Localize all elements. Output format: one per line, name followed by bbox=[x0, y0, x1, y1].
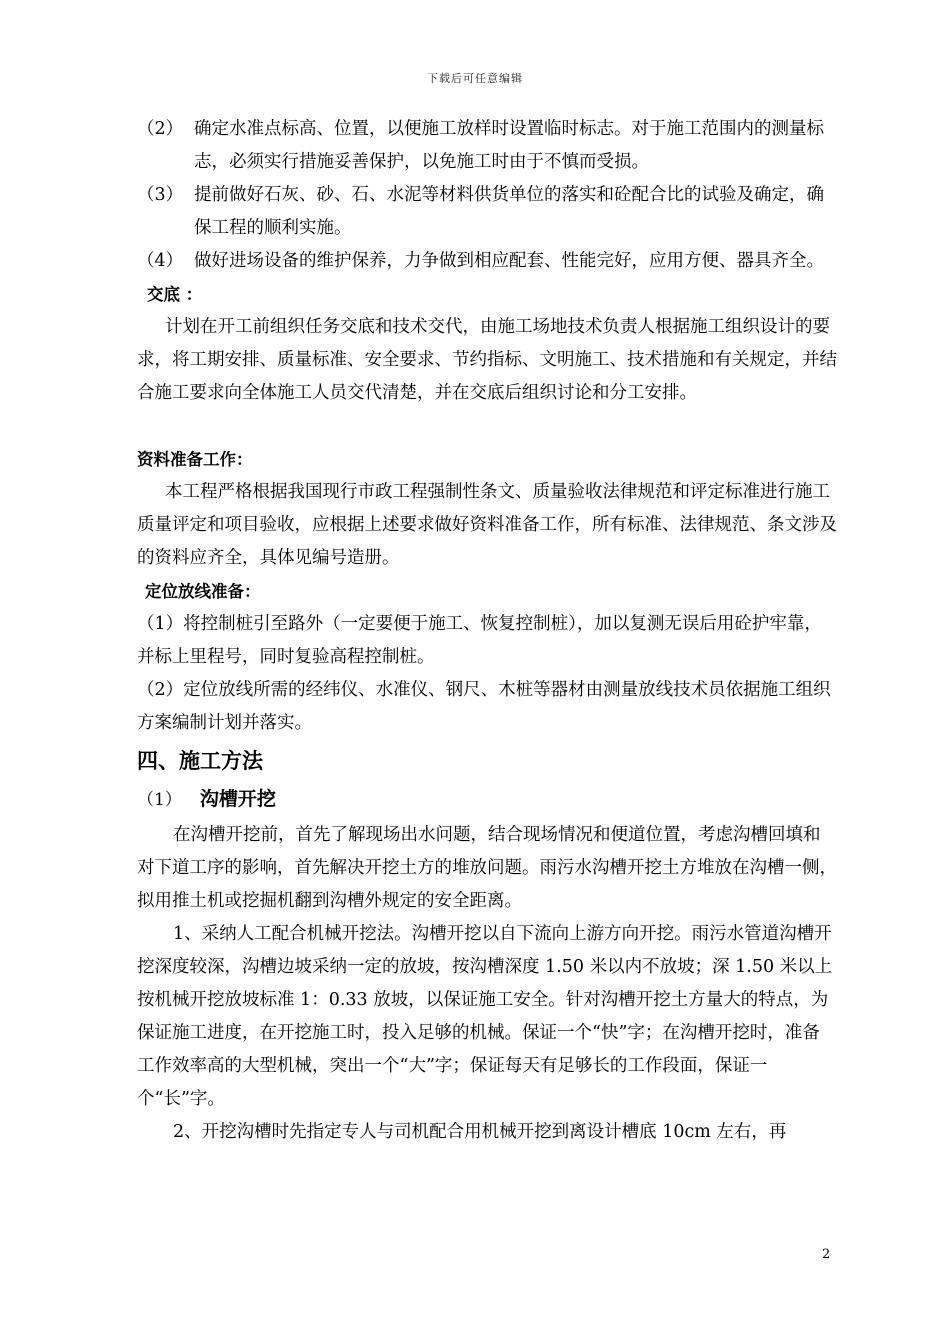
list-text: 做好进场设备的维护保养，力争做到相应配套、性能完好，应用方便、器具齐全。 bbox=[194, 251, 824, 271]
paragraph-2: 1、采纳人工配合机械开挖法。沟槽开挖以自下流向上游方向开挖。雨污水管道沟槽开挖深度较深，沟槽边坡采纳一定的放坡，按沟槽深度 1.50 米以内不放坡；深 1.50 米以上按机械开挖放坡标准 1：0.33 放坡，以保证施工安全。针对沟槽开挖土方量大的特点，为保证施工进度，在开挖施工时，投入足够的机械。保证一个“快”字；在沟槽开挖时，准备工作效率高的大型机械，突出一个“大”字；保证每天有足够长的工作段面，保证一个“长”字。 bbox=[137, 924, 833, 1109]
page-number: 2 bbox=[822, 1247, 831, 1262]
paragraph-3: 2、开挖沟槽时先指定专人与司机配合用机械开挖到离设计槽底 10cm 左右，再 bbox=[173, 1122, 787, 1142]
paragraph-ziliao: 本工程严格根据我国现行市政工程强制性条文、质量验收法律规范和评定标准进行施工质量评定和项目验收，应根据上述要求做好资料准备工作，所有标准、法律规范、条文涉及的资料应齐全，具体见编号造册。 bbox=[137, 482, 837, 568]
paragraph-dingwei-1: （1）将控制桩引至路外（一定要便于施工、恢复控制桩），加以复测无误后用砼护牢靠，并标上里程号，同时复验高程控制桩。 bbox=[137, 614, 822, 667]
heading-ziliao: 资料准备工作： bbox=[137, 450, 253, 469]
page-content bbox=[137, 113, 837, 1149]
heading-dingwei: 定位放线准备： bbox=[145, 582, 261, 601]
list-text: 确定水准点标高、位置，以便施工放样时设置临时标志。对于施工范围内的测量标志，必须实行措施妥善保护，以免施工时由于不慎而受损。 bbox=[194, 119, 824, 172]
section-title: 沟槽开挖 bbox=[199, 788, 276, 810]
list-item bbox=[137, 113, 837, 179]
list-number: （4） bbox=[137, 251, 184, 271]
list-number: （2） bbox=[137, 119, 184, 139]
paragraph-1: 在沟槽开挖前，首先了解现场出水问题，结合现场情况和便道位置，考虑沟槽回填和对下道工序的影响，首先解决开挖土方的堆放问题。雨污水沟槽开挖土方堆放在沟槽一侧，拟用推土机或挖掘机翻到沟槽外规定的安全距离。 bbox=[137, 825, 837, 911]
list-text: 提前做好石灰、砂、石、水泥等材料供货单位的落实和砼配合比的试验及确定，确保工程的顺利实施。 bbox=[194, 185, 824, 238]
paragraph-dingwei-2: （2）定位放线所需的经纬仪、水准仪、钢尺、木桩等器材由测量放线技术员依据施工组织方案编制计划并落实。 bbox=[137, 680, 831, 733]
list-item bbox=[137, 179, 837, 245]
page-header: 下载后可任意编辑 bbox=[427, 72, 523, 85]
chapter-heading: 四、施工方法 bbox=[137, 749, 263, 773]
section-heading bbox=[137, 780, 837, 819]
section-number: （1） bbox=[137, 790, 182, 810]
list-item bbox=[137, 245, 837, 278]
spacer bbox=[137, 410, 837, 443]
paragraph-jiaodi: 计划在开工前组织任务交底和技术交代，由施工场地技术负责人根据施工组织设计的要求，将工期安排、质量标准、安全要求、节约指标、文明施工、技术措施和有关规定，并结合施工要求向全体施工人员交代清楚，并在交底后组织讨论和分工安排。 bbox=[137, 317, 837, 403]
heading-jiaodi: 交底 ： bbox=[147, 285, 203, 304]
list-number: （3） bbox=[137, 185, 184, 205]
